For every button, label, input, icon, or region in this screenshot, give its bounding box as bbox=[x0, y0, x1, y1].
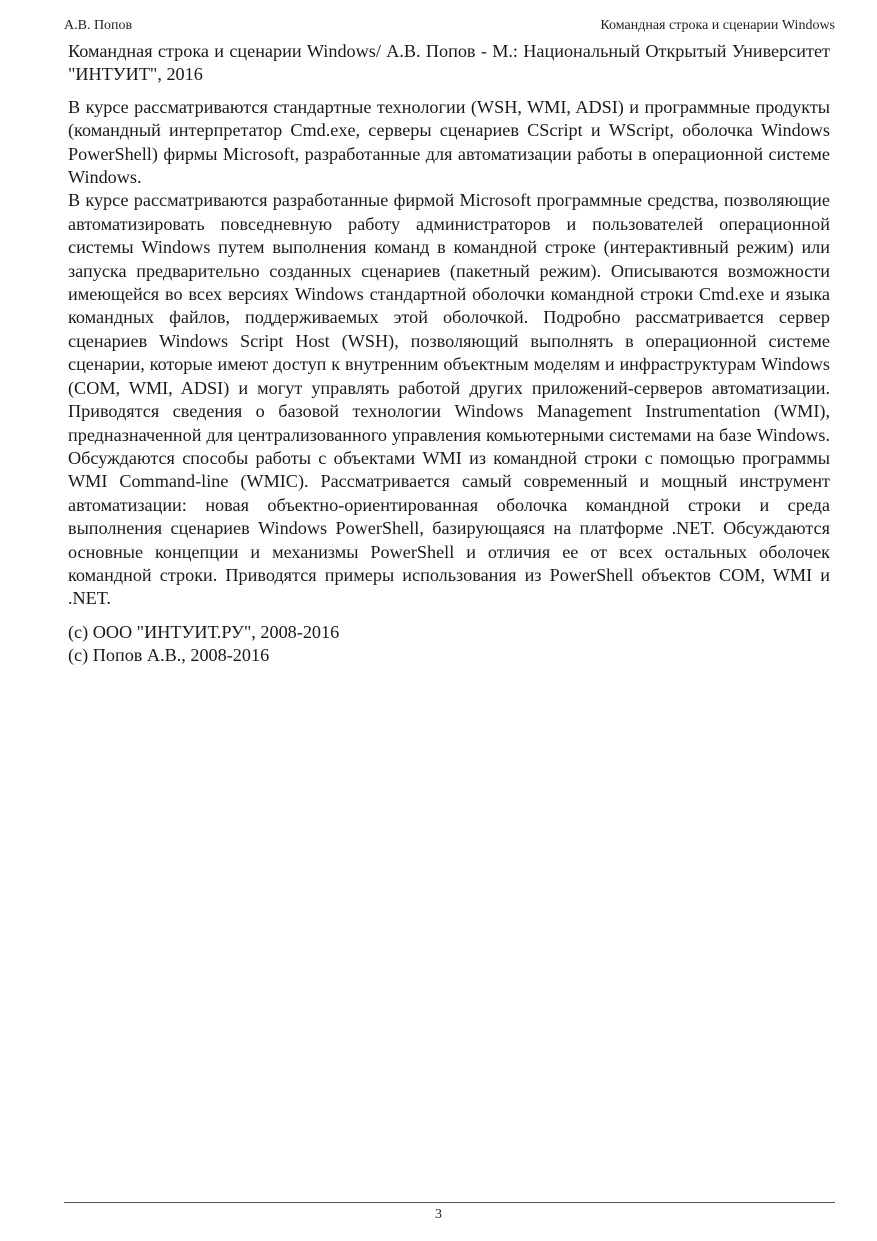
page-content bbox=[68, 40, 830, 668]
footer-divider bbox=[64, 1202, 835, 1203]
page-number: 3 bbox=[435, 1207, 442, 1222]
abstract-paragraph-1: В курсе рассматриваются стандартные технологии (WSH, WMI, ADSI) и программные продукты (командный интерпретатор Cmd.exe, серверы сценариев CScript и WScript, оболочка Windows PowerShell) фирмы Microsoft, разработанные для автоматизации работы в операционной системе Windows. bbox=[68, 96, 830, 188]
copyright-intuit: (с) ООО "ИНТУИТ.РУ", 2008-2016 bbox=[68, 621, 340, 642]
header-author: А.В. Попов bbox=[64, 18, 133, 33]
copyright-block bbox=[68, 621, 830, 668]
abstract-paragraph-2: В курсе рассматриваются разработанные фирмой Microsoft программные средства, позволяющие автоматизировать повседневную работу администраторов и пользователей операционной системы Windows путем выполнения команд в командной строке (интерактивный режим) или запуска предварительно созданных сценариев (пакетный режим). Описываются возможности имеющейся во всех версиях Windows стандартной оболочки командной строки Cmd.exe и языка командных файлов, поддерживаемых этой оболочкой. Подробно рассматривается сервер сценариев Windows Script Host (WSH), позволяющий выполнять в операционной системе сценарии, которые имеют доступ к внутренним объектным моделям и инфраструктурам Windows (COM, WMI, ADSI) и могут управлять работой других приложений-серверов автоматизации. Приводятся сведения о базовой технологии Windows Management Instrumentation (WMI), предназначенной для централизованного управления комьютерными системами на базе Windows. Обсуждаются способы работы с объектами WMI из командной строки с помощью программы WMI Command-line (WMIC). Рассматривается самый современный и мощный инструмент автоматизации: новая объектно-ориентированная оболочка командной строки и среда выполнения сценариев Windows PowerShell, базирующаяся на платформе .NET. Обсуждаются основные концепции и механизмы PowerShell и отличия ее от всех остальных оболочек командной строки. Приводятся примеры использования из PowerShell объектов COM, WMI и .NET. bbox=[68, 190, 830, 609]
copyright-author: (с) Попов А.В., 2008-2016 bbox=[68, 645, 270, 666]
header-course-title: Командная строка и сценарии Windows bbox=[600, 18, 835, 33]
bibliographic-citation: Командная строка и сценарии Windows/ А.В. Попов - М.: Национальный Открытый Университет "ИНТУИТ", 2016 bbox=[68, 41, 830, 85]
running-header bbox=[64, 16, 835, 36]
